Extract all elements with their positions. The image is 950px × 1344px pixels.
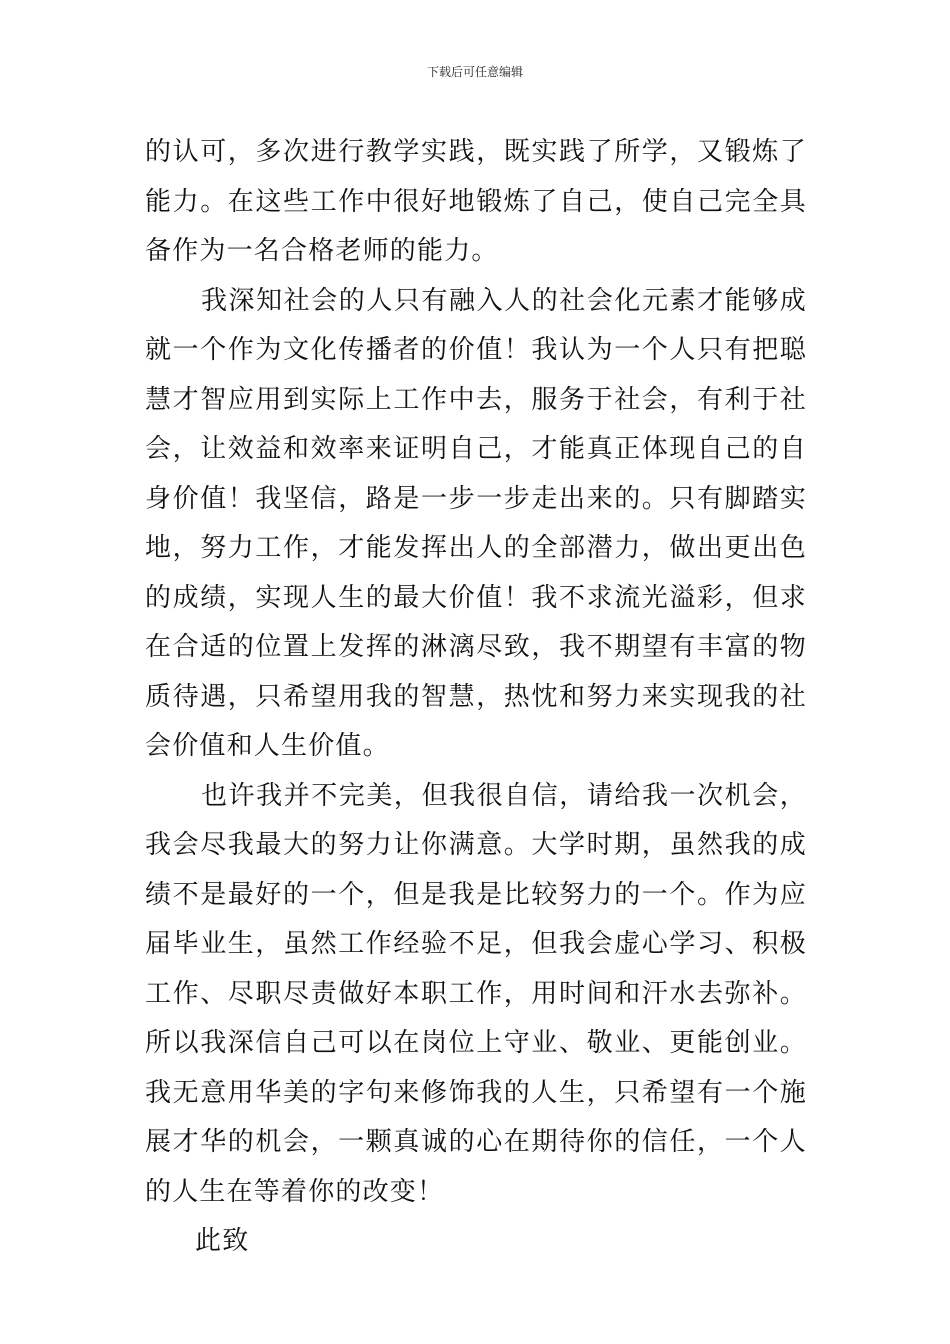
- paragraph-continued: 的认可，多次进行教学实践，既实践了所学，又锻炼了能力。在这些工作中很好地锻炼了自己，使自己完全具备作为一名合格老师的能力。: [145, 137, 807, 266]
- paragraph-request: 也许我并不完美，但我很自信，请给我一次机会，我会尽我最大的努力让你满意。大学时期，虽然我的成绩不是最好的一个，但是我是比较努力的一个。作为应届毕业生，虽然工作经验不足，但我会虚心学习、积极工作、尽职尽责做好本职工作，用时间和汗水去弥补。所以我深信自己可以在岗位上守业、敬业、更能创业。我无意用华美的字句来修饰我的人生，只希望有一个施展才华的机会，一颗真诚的心在期待你的信任，一个人的人生在等着你的改变！: [145, 780, 807, 1207]
- paragraph-value: 我深知社会的人只有融入人的社会化元素才能够成就一个作为文化传播者的价值！我认为一个人只有把聪慧才智应用到实际上工作中去，服务于社会，有利于社会，让效益和效率来证明自己，才能真正体现自己的自身价值！我坚信，路是一步一步走出来的。只有脚踏实地，努力工作，才能发挥出人的全部潜力，做出更出色的成绩，实现人生的最大价值！我不求流光溢彩，但求在合适的位置上发挥的淋漓尽致，我不期望有丰富的物质待遇，只希望用我的智慧，热忱和努力来实现我的社会价值和人生价值。: [145, 285, 807, 761]
- page-header: 下载后可任意编辑: [426, 65, 523, 79]
- document-body: [145, 128, 807, 1267]
- closing-salutation: 此致: [195, 1226, 250, 1256]
